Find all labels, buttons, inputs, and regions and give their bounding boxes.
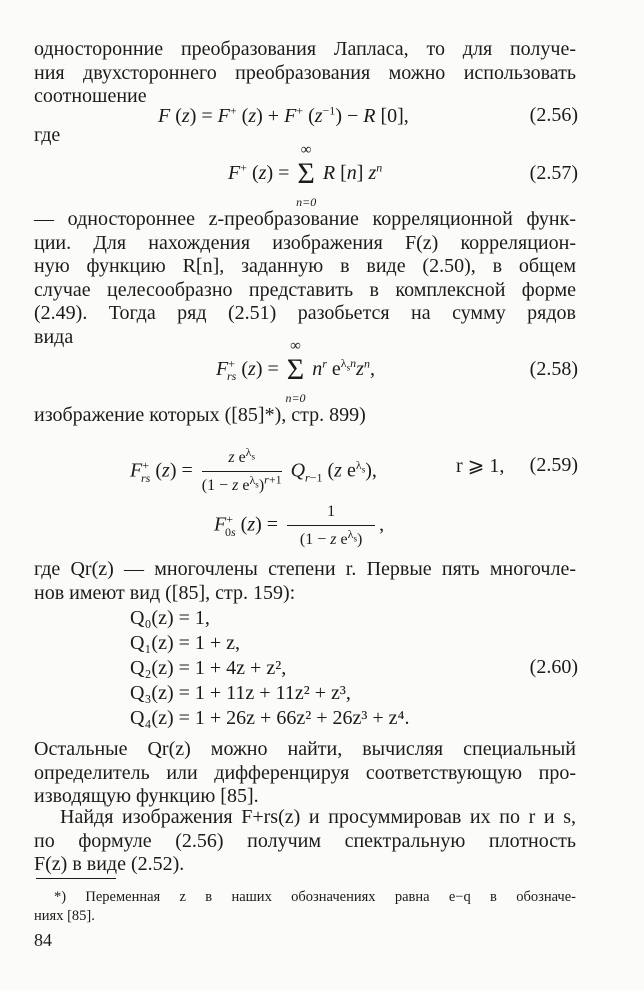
- paragraph-2-line-4: случае целесообразно представить в комплексной форме: [34, 278, 576, 301]
- sum-sign-2-58: ∞ Σ n=0: [285, 338, 306, 405]
- fraction-2-59: $\frac{z e^{\lambda_s}}{(1 - z e^{\lambda_s})^{r+1}}$: [201, 444, 282, 494]
- equation-number-2-59: (2.59): [529, 454, 578, 476]
- paragraph-1-line-2: ния двухстороннего преобразования можно использовать: [34, 61, 576, 84]
- equation-2-59-first: $F^+_{rs}$ (z) = $\frac{z e^{\lambda_s}}{(1 - z e^{\lambda_s})^{r+1}}$ $Q_{r-1}$ (z $e^{\lambda_s}$),: [130, 446, 377, 498]
- paragraph-1-line-1: односторонние преобразования Лапласа, то для получе-: [34, 38, 576, 60]
- paragraph-5: [34, 806, 576, 877]
- fraction-2-59-second: $\frac{1}{(1 - z e^{\lambda_s})}$: [287, 500, 375, 552]
- polynomial-q4: Q₄(z) = 1 + 26z + 66z² + 26z³ + z⁴.: [130, 707, 410, 729]
- paragraph-5-line-1: Найдя изображения F+rs(z) и просуммировав их по r и s,: [60, 806, 576, 828]
- paragraph-2-line-5: (2.49). Тогда ряд (2.51) разобьется на сумму рядов: [34, 302, 576, 324]
- paragraph-2-line-2: ции. Для нахождения изображения F(z) корреляцион-: [34, 231, 576, 254]
- equation-number-2-60: (2.60): [529, 656, 578, 678]
- equation-2-59-second: $F^+_{0s}$ (z) = $\frac{1}{(1 - z e^{\lambda_s})}$ ,: [214, 500, 384, 552]
- images-line: [34, 404, 576, 428]
- paragraph-4-line-1: Остальные Qr(z) можно найти, вычисляя специальный: [34, 738, 576, 760]
- paragraph-5-line-3: F(z) в виде (2.52).: [34, 853, 185, 875]
- paragraph-4-line-3: изводящую функцию [85].: [34, 785, 259, 807]
- footnote-line-2: ниях [85].: [34, 908, 95, 924]
- images-text: изображение которых ([85]*), стр. 899): [34, 404, 366, 426]
- paragraph-3: [34, 558, 576, 605]
- footnote: [34, 888, 576, 926]
- paragraph-4: [34, 738, 576, 809]
- equation-2-57: F+ (z) = ∞ Σ n=0 R [n] $z^n$: [228, 142, 383, 209]
- footnote-rule: [36, 878, 116, 879]
- equation-number-2-56: (2.56): [529, 104, 578, 126]
- polynomial-q1: Q₁(z) = 1 + z,: [130, 632, 241, 654]
- equation-2-56: F (z) = F+ (z) + F+ $(z^{-1}) - R$ [0],: [158, 103, 409, 127]
- paragraph-2-line-6: вида: [34, 325, 74, 348]
- polynomial-q0: Q₀(z) = 1,: [130, 607, 210, 629]
- footnote-line-1: *) Переменная z в наших обозначениях равна e−q в обозначе-: [54, 889, 576, 905]
- paragraph-1: [34, 38, 576, 109]
- equation-number-2-57: (2.57): [529, 162, 578, 184]
- paragraph-2-line-3: ную функцию R[n], заданную в виде (2.50), в общем: [34, 255, 576, 277]
- where-text-1: где: [34, 124, 61, 146]
- condition-2-59: r ⩾ 1,: [456, 455, 505, 477]
- equation-2-58: $F^+_{rs}$ (z) = ∞ Σ n=0 $n^r$ $e^{\lambda_sn}z^n$,: [216, 338, 375, 405]
- paragraph-4-line-2: определитель или дифференцируя соответствующую про-: [34, 761, 576, 784]
- sum-sign-2-57: ∞ Σ n=0: [296, 142, 317, 209]
- paragraph-2: [34, 208, 576, 349]
- paragraph-1-line-3: соотношение: [34, 85, 147, 107]
- paragraph-3-line-1: где Qr(z) — многочлены степени r. Первые пять многочле-: [34, 558, 576, 580]
- polynomial-q3: Q₃(z) = 1 + 11z + 11z² + z³,: [130, 682, 351, 704]
- polynomial-q2: Q₂(z) = 1 + 4z + z²,: [130, 657, 287, 679]
- paragraph-3-line-2: нов имеют вид ([85], стр. 159):: [34, 581, 296, 604]
- paragraph-5-line-2: по формуле (2.56) получим спектральную плотность: [34, 829, 576, 852]
- equation-number-2-58: (2.58): [529, 358, 578, 380]
- page-number: 84: [34, 930, 52, 950]
- paragraph-2-line-1: — одностороннее z-преобразование корреляционной функ-: [34, 208, 576, 230]
